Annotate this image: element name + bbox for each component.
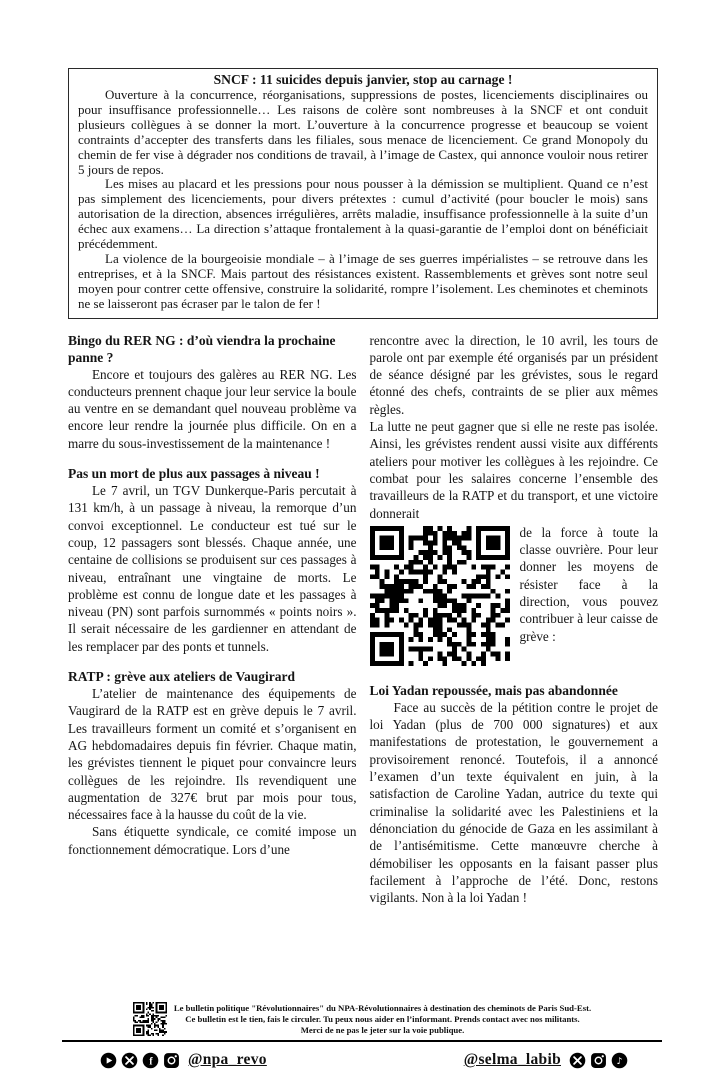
bulletin-footer (0, 1002, 724, 1069)
article-loi-yadan (370, 682, 659, 907)
contact-qr-code (133, 1002, 167, 1036)
footer-masthead (0, 1002, 724, 1036)
lead-paragraph: La violence de la bourgeoisie mondiale – à l’image de ses guerres impérialistes – se retrouve dans les entreprises, et à la SNCF. Mais partout des résistances existent. Rassemblements et grèves sont notre seul moyen pour contrer cette offensive, construire la solidarité, rompre l’isolement. Les cheminotes et cheminots ne se laisseront pas écraser par le talon de fer ! (78, 250, 648, 311)
facebook-icon[interactable] (142, 1052, 159, 1069)
article-rer-ng (68, 332, 357, 452)
strike-fund-qr-code (370, 526, 510, 666)
article-paragraph: Le 7 avril, un TGV Dunkerque-Paris percutait à 131 km/h, à un passage à niveau, la remorque d’un convoi exceptionnel. Le conducteur est tué sur le coup, 12 passagers sont blessés. Chaque année, une centaine de collisions se produisent sur ces passages à niveau, entraînant une vingtaine de morts. Le problème est connu de longue date et les passages à niveau (PN) sont parfois surnommés « points noirs ». Il serait nécessaire de les gardienner en attendant de les remplacer par des ponts et tunnels. (68, 483, 357, 654)
article-heading: Pas un mort de plus aux passages à niveau ! (68, 466, 320, 482)
selma-handle-link[interactable]: @selma_labib (463, 1051, 561, 1068)
youtube-icon[interactable] (100, 1052, 117, 1069)
svg-text:f: f (149, 1055, 153, 1067)
instagram-icon[interactable] (163, 1052, 180, 1069)
lead-article (68, 68, 658, 319)
two-column-layout (68, 332, 658, 907)
article-heading: Bingo du RER NG : d’où viendra la prochaine panne ? (68, 332, 336, 365)
lead-paragraph: Les mises au placard et les pressions pour nous pousser à la démission se multiplient. Quand ce n’est pas simplement des licenciements, pour divers prétextes : cumul d’activité (pour boucler le mois) sans autorisation de la direction, absences irrégulières, arrêts maladie, insuffisance professionnelle à la suite d’un échec aux examens… La direction s’attaque frontalement à la quasi-garantie de l’emploi dont on bénéficiait précédemment. (78, 176, 648, 252)
article-paragraph: Sans étiquette syndicale, ce comité impose un fonctionnement démocratique. Lors d’une (68, 824, 357, 857)
x-icon[interactable] (569, 1052, 586, 1069)
footer-notice-line: Merci de ne pas le jeter sur la voie publique. (300, 1024, 465, 1035)
lead-article-title: SNCF : 11 suicides depuis janvier, stop au carnage ! (213, 72, 513, 87)
npa-social-group (100, 1051, 271, 1069)
left-column (68, 332, 357, 858)
article-paragraph: L’atelier de maintenance des équipements de Vaugirard de la RATP est en grève depuis le 7 avril. Les travailleurs forment un comité et s’organisent en AG hebdomadaires depuis fin février. Chaque matin, les grévistes tiennent le piquet pour convaincre leurs collègues de les rejoindre. Ils revendiquent une augmentation de 327€ brut par mois pour tous, nécessaires face à la hausse du coût de la vie. (68, 686, 357, 823)
social-links-row (100, 1051, 628, 1069)
footer-notice (174, 1003, 591, 1036)
lead-paragraph: Ouverture à la concurrence, réorganisations, suppressions de postes, licenciements disciplinaires ou pour insuffisance professionnelle… Les raisons de colère sont nombreuses à la SNCF et ont conduit plusieurs collègues à se donner la mort. L’ouverture à la concurrence progresse et beaucoup se voient contraints d’accepter des transferts dans les filiales, sous menace de licenciement. Ce grand Monopoly du chemin de fer vise à dégrader nos conditions de travail, à l’image de Castex, qui annonce vouloir nous retirer 5 jours de repos. (78, 87, 648, 177)
article-ratp-greve (68, 668, 357, 858)
right-column (370, 332, 659, 907)
article-paragraph: Encore et toujours des galères au RER NG. Les conducteurs prennent chaque jour leur service la boule au ventre en se demandant quel nouveau problème va encore leur rendre la journée plus difficile. On en a marre du sous-investissement de la maintenance ! (68, 366, 357, 451)
npa-handle-link[interactable]: @npa_revo (188, 1051, 267, 1068)
bulletin-page (0, 68, 724, 1068)
article-paragraph: rencontre avec la direction, le 10 avril, les tours de parole ont par exemple été organisés par un président de séance désigné par les grévistes, sous le regard étonné des chefs, contraints de se plier aux mêmes règles. (369, 332, 658, 417)
x-icon[interactable] (121, 1052, 138, 1069)
article-passages-a-niveau (68, 465, 357, 655)
selma-social-group (460, 1051, 628, 1069)
divider (62, 1040, 662, 1042)
instagram-icon[interactable] (590, 1052, 607, 1069)
article-heading: RATP : grève aux ateliers de Vaugirard (68, 669, 295, 685)
footer-notice-line: Le bulletin politique "Révolutionnaires" du NPA-Révolutionnaires à destination des cheminots de Paris Sud-Est. (173, 1002, 592, 1013)
svg-text:♪: ♪ (616, 1055, 623, 1067)
footer-notice-line: Ce bulletin est le tien, fais le circuler. Tu peux nous aider en l’informant. Prends contact avec nos militants. (185, 1013, 580, 1024)
strike-fund-block (370, 524, 659, 668)
article-paragraph: Face au succès de la pétition contre le projet de loi Yadan (plus de 700 000 signatures) et aux manifestations de protestation, le gouvernement a provisoirement renoncé. Toutefois, il a annoncé l’examen d’un texte équivalent en juin, à la satisfaction de Caroline Yadan, autrice du texte qui criminalise la solidarité avec les Palestiniens et la dénonciation du génocide de Gaza en les assimilant à de l’antisémitisme. Cette manœuvre cherche à démobiliser les opposants en la faisant passer plus facilement à l’approche de l’été. Donc, restons vigilants. Non à la loi Yadan ! (369, 699, 658, 906)
tiktok-icon[interactable] (611, 1052, 628, 1069)
strike-fund-caption: de la force à toute la classe ouvrière. Pour leur donner les moyens de résister face à la direction, vous pouvez contribuer à leur caisse de grève : (519, 524, 658, 644)
article-paragraph: La lutte ne peut gagner que si elle ne reste pas isolée. Ainsi, les grévistes rendent aussi visite aux différents ateliers pour motiver les collègues à les rejoindre. Ce combat pour les salaires concerne l’ensemble des travailleurs de la RATP et du transport, et une victoire donnerait (369, 419, 658, 521)
article-heading: Loi Yadan repoussée, mais pas abandonnée (369, 682, 618, 698)
